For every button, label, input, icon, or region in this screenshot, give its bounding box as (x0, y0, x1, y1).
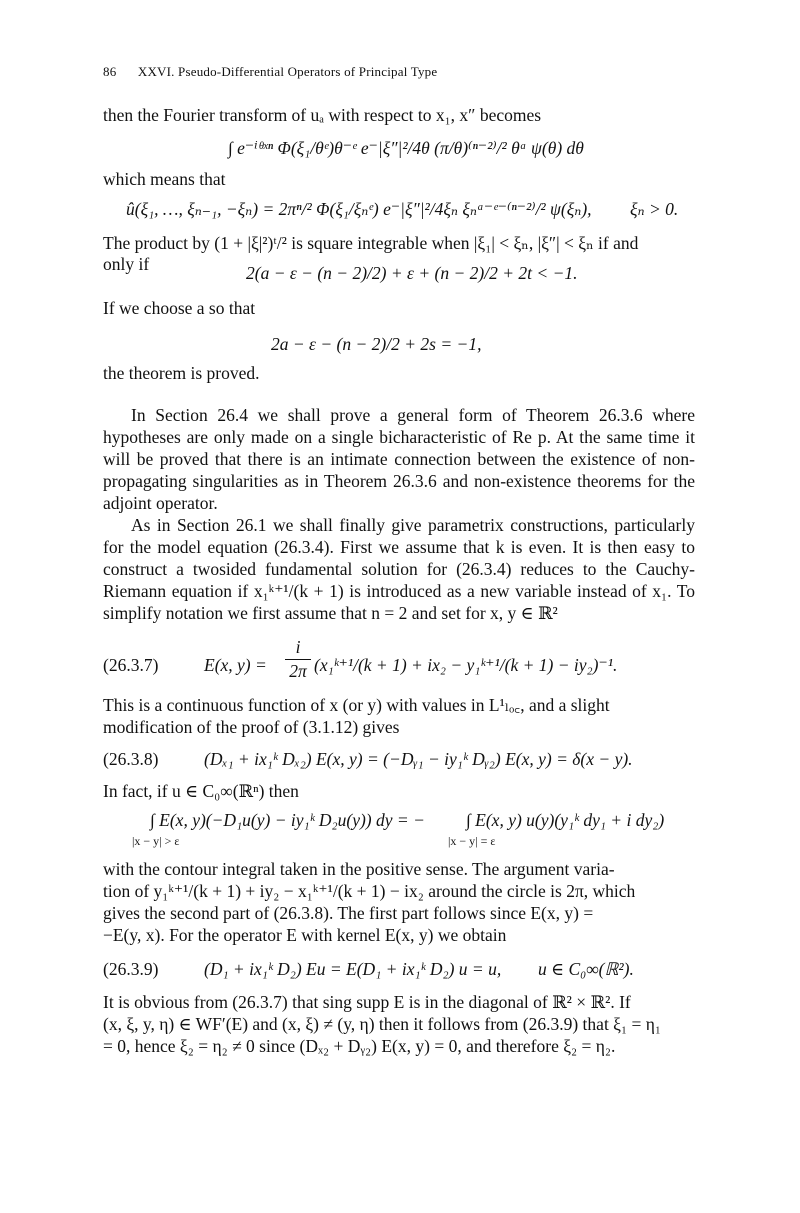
equation-condition: u ∈ C₀∞(ℝ²). (538, 959, 634, 979)
text-line: which means that (103, 169, 226, 189)
paragraph (103, 404, 695, 624)
paragraph-text: As in Section 26.1 we shall finally give parametrix constructions, particularly for the model equation (26.3.4). First we assume that k is even. It is then easy to construct a twosided fundamental solution for (26.3.4) reduces to the Cauchy-Riemann equation if x₁ᵏ⁺¹/(k + 1) is introduced as a new variable instead of x₁. To simplify notation we first assume that n = 2 and set for x, y ∈ ℝ² (103, 515, 695, 623)
running-header (103, 64, 437, 80)
fraction-denominator: 2π (289, 661, 307, 681)
equation-label: (26.3.8) (103, 749, 159, 769)
text-line: This is a continuous function of x (or y) with values in L¹ₗₒ꜀, and a slight (103, 695, 610, 715)
equation-integral-right: ∫ E(x, y) u(y)(y₁ᵏ dy₁ + i dy₂) (466, 810, 665, 830)
text-line: −E(y, x). For the operator E with kernel E(x, y) we obtain (103, 925, 507, 945)
integral-domain: |x − y| = ε (448, 834, 496, 848)
text-line: In fact, if u ∈ C₀∞(ℝⁿ) then (103, 781, 299, 801)
equation-inequality: 2(a − ε − (n − 2)/2) + ε + (n − 2)/2 + 2t < −1. (246, 263, 578, 283)
running-title: XXVI. Pseudo-Differential Operators of Principal Type (137, 64, 438, 79)
text-line: = 0, hence ξ₂ = η₂ ≠ 0 since (Dₓ₂ + Dᵧ₂) E(x, y) = 0, and therefore ξ₂ = η₂. (103, 1036, 616, 1056)
fraction-bar (285, 659, 311, 660)
text-line: gives the second part of (26.3.8). The first part follows since E(x, y) = (103, 903, 594, 923)
equation-lhs: E(x, y) = (204, 655, 267, 675)
equation-condition: ξₙ > 0. (630, 199, 679, 219)
equation-label: (26.3.7) (103, 655, 159, 675)
text-line: If we choose a so that (103, 298, 256, 318)
text-line: then the Fourier transform of uₐ with respect to x₁, x″ becomes (103, 105, 542, 125)
fraction-numerator: i (295, 637, 301, 657)
equation-fourier-integral: ∫ e⁻ⁱᶿˣⁿ Φ(ξ₁/θᵉ)θ⁻ᵉ e⁻|ξ″|²/4θ (π/θ)⁽ⁿ⁻²⁾/² θᵃ ψ(θ) dθ (228, 138, 584, 158)
equation-label: (26.3.9) (103, 959, 159, 979)
page-number: 86 (103, 64, 117, 79)
text-line: tion of y₁ᵏ⁺¹/(k + 1) + iy₂ − x₁ᵏ⁺¹/(k + 1) − ix₂ around the circle is 2π, which (103, 881, 636, 901)
text-line: The product by (1 + |ξ|²)ᵗ/² is square integrable when |ξ₁| < ξₙ, |ξ″| < ξₙ if and (103, 233, 639, 253)
equation-26-3-8: (Dₓ₁ + ix₁ᵏ Dₓ₂) E(x, y) = (−Dᵧ₁ − iy₁ᵏ Dᵧ₂) E(x, y) = δ(x − y). (204, 749, 633, 769)
paragraph-text: In Section 26.4 we shall prove a general form of Theorem 26.3.6 where hypotheses are only made on a single bicharacteristic of Re p. At the same time it will be proved that there is an intimate connection between the existence of non-propagating singularities as in Theorem 26.3.6 and non-existence theorems for the adjoint operator. (103, 405, 695, 513)
text-line: modification of the proof of (3.1.12) gives (103, 717, 400, 737)
text-line: only if (103, 254, 150, 274)
equation-rhs: (x₁ᵏ⁺¹/(k + 1) + ix₂ − y₁ᵏ⁺¹/(k + 1) − iy₂)⁻¹. (314, 655, 618, 675)
equation-choice-of-a: 2a − ε − (n − 2)/2 + 2s = −1, (271, 334, 482, 354)
text-line: with the contour integral taken in the positive sense. The argument varia- (103, 859, 615, 879)
equation-26-3-9: (D₁ + ix₁ᵏ D₂) Eu = E(D₁ + ix₁ᵏ D₂) u = u, (204, 959, 502, 979)
text-line: It is obvious from (26.3.7) that sing supp E is in the diagonal of ℝ² × ℝ². If (103, 992, 631, 1012)
equation-u-hat: û(ξ₁, …, ξₙ₋₁, −ξₙ) = 2πⁿ/² Φ(ξ₁/ξₙᵉ) e⁻|ξ″|²/4ξₙ ξₙᵃ⁻ᵉ⁻⁽ⁿ⁻²⁾/² ψ(ξₙ), (126, 199, 592, 219)
integral-domain: |x − y| > ε (132, 834, 180, 848)
text-line: the theorem is proved. (103, 363, 260, 383)
text-line: (x, ξ, y, η) ∈ WF′(E) and (x, ξ) ≠ (y, η) then it follows from (26.3.9) that ξ₁ = η₁ (103, 1014, 661, 1034)
equation-integral-left: ∫ E(x, y)(−D₁u(y) − iy₁ᵏ D₂u(y)) dy = − (150, 810, 425, 830)
